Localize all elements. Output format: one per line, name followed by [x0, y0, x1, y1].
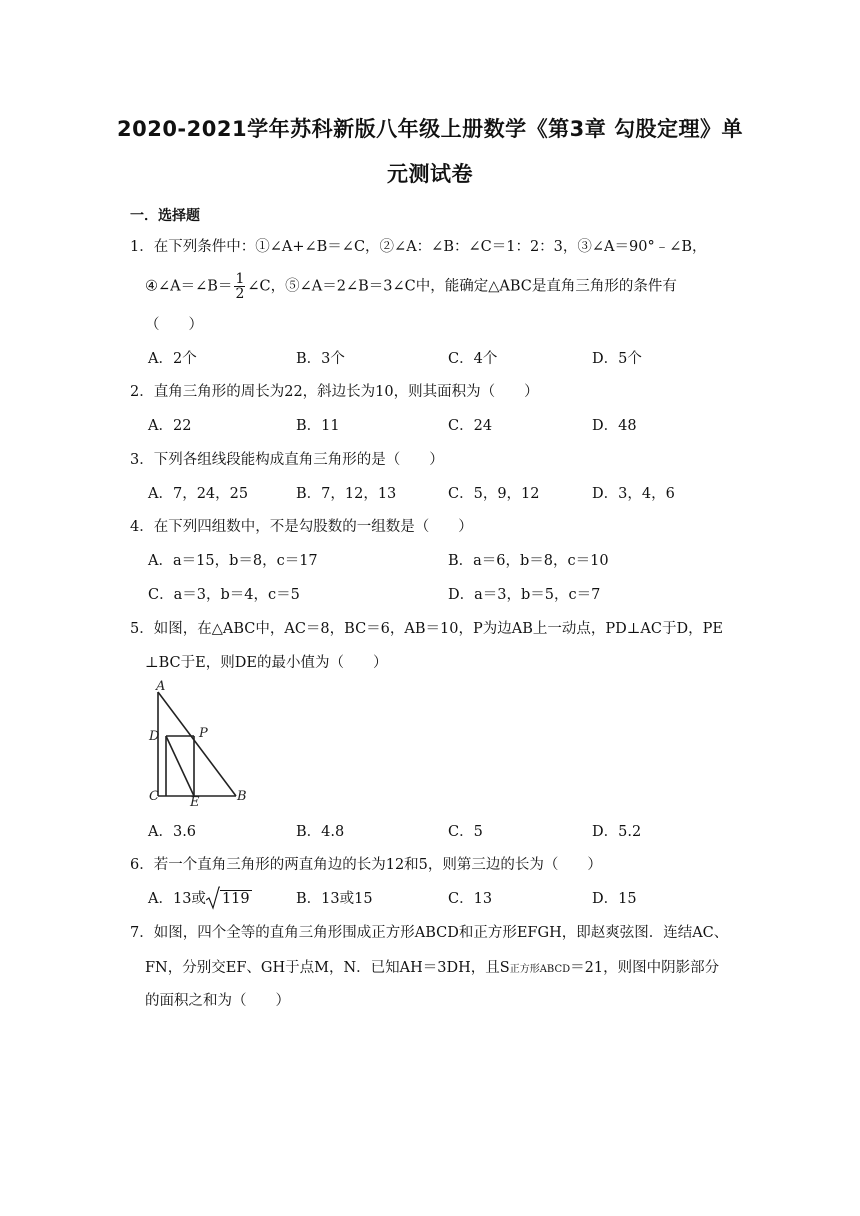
q4-option-b: B．a＝6，b＝8，c＝10: [448, 553, 609, 569]
radical-sign-icon: [206, 886, 220, 910]
q1-option-b: B．3个: [296, 351, 345, 367]
q7-line2: [145, 957, 719, 981]
q1-option-c: C．4个: [448, 351, 498, 367]
radicand: 119: [221, 891, 250, 907]
q1-line2-pre: ④∠A＝∠B＝: [145, 278, 233, 295]
q5-line2: ⊥BC于E，则DE的最小值为（ ）: [145, 655, 388, 671]
label-d: D: [149, 729, 160, 744]
q2-stem: 2．直角三角形的周长为22，斜边长为10，则其面积为（ ）: [130, 384, 539, 400]
q6-option-b: B．13或15: [296, 891, 373, 907]
section-heading: 一．选择题: [130, 208, 200, 224]
q4-stem: 4．在下列四组数中，不是勾股数的一组数是（ ）: [130, 519, 473, 535]
half-fraction: [234, 272, 245, 301]
q2-option-d: D．48: [592, 418, 637, 434]
q1-line2-post: ∠C，⑤∠A＝2∠B＝3∠C中，能确定△ABC是直角三角形的条件有: [247, 278, 677, 295]
q5-option-d: D．5.2: [592, 824, 642, 840]
label-e: E: [190, 795, 200, 810]
q2-option-c: C．24: [448, 418, 493, 434]
q4-option-d: D．a＝3，b＝5，c＝7: [448, 587, 601, 603]
q5-option-b: B．4.8: [296, 824, 345, 840]
q1-line2: [145, 272, 677, 301]
label-a: A: [156, 679, 166, 694]
q7-area-subscript: 正方形ABCD: [509, 964, 571, 975]
triangle-figure: [140, 678, 260, 810]
q3-option-a: A．7，24，25: [148, 486, 249, 502]
q5-option-a: A．3.6: [148, 824, 197, 840]
q6-option-d: D．15: [592, 891, 637, 907]
q3-stem: 3．下列各组线段能构成直角三角形的是（ ）: [130, 452, 444, 468]
q1-option-d: D．5个: [592, 351, 642, 367]
q4-option-c: C．a＝3，b＝4，c＝5: [148, 587, 300, 603]
q6-option-a-prefix: A．13或: [148, 891, 206, 907]
q1-line3: （ ）: [145, 317, 203, 333]
q5-option-c: C．5: [448, 824, 483, 840]
q6-option-a: [148, 888, 252, 910]
document-title-line1: 2020-2021学年苏科新版八年级上册数学《第3章 勾股定理》单: [116, 117, 744, 141]
q6-stem: 6．若一个直角三角形的两直角边的长为12和5，则第三边的长为（ ）: [130, 857, 602, 873]
q1-option-a: A．2个: [148, 351, 197, 367]
label-b: B: [237, 789, 247, 804]
q7-line3: 的面积之和为（ ）: [145, 993, 290, 1009]
q7-line2-post: ＝21，则图中阴影部分: [570, 960, 720, 976]
q7-line2-pre: FN，分别交EF、GH于点M，N．已知AH＝3DH，且S: [145, 960, 510, 976]
q6-option-c: C．13: [448, 891, 493, 907]
frac-numerator: 1: [235, 271, 245, 287]
q3-option-c: C．5，9，12: [448, 486, 540, 502]
label-p: P: [199, 726, 208, 741]
q7-line1: 7．如图，四个全等的直角三角形围成正方形ABCD和正方形EFGH，即赵爽弦图．连结AC、: [130, 925, 729, 941]
q5-line1: 5．如图，在△ABC中，AC＝8，BC＝6，AB＝10，P为边AB上一动点，PD⊥AC于D，PE: [130, 621, 723, 637]
q2-option-a: A．22: [148, 418, 192, 434]
q3-option-d: D．3，4，6: [592, 486, 675, 502]
q4-option-a: A．a＝15，b＝8，c＝17: [148, 553, 318, 569]
square-root: [206, 888, 252, 910]
frac-denominator: 2: [235, 286, 245, 302]
q1-line1: 1．在下列条件中：①∠A+∠B＝∠C，②∠A：∠B：∠C＝1：2：3，③∠A＝90°﹣∠B，: [130, 239, 707, 255]
document-title-line2: 元测试卷: [387, 162, 473, 186]
q2-option-b: B．11: [296, 418, 340, 434]
q3-option-b: B．7，12，13: [296, 486, 397, 502]
label-c: C: [149, 789, 159, 804]
